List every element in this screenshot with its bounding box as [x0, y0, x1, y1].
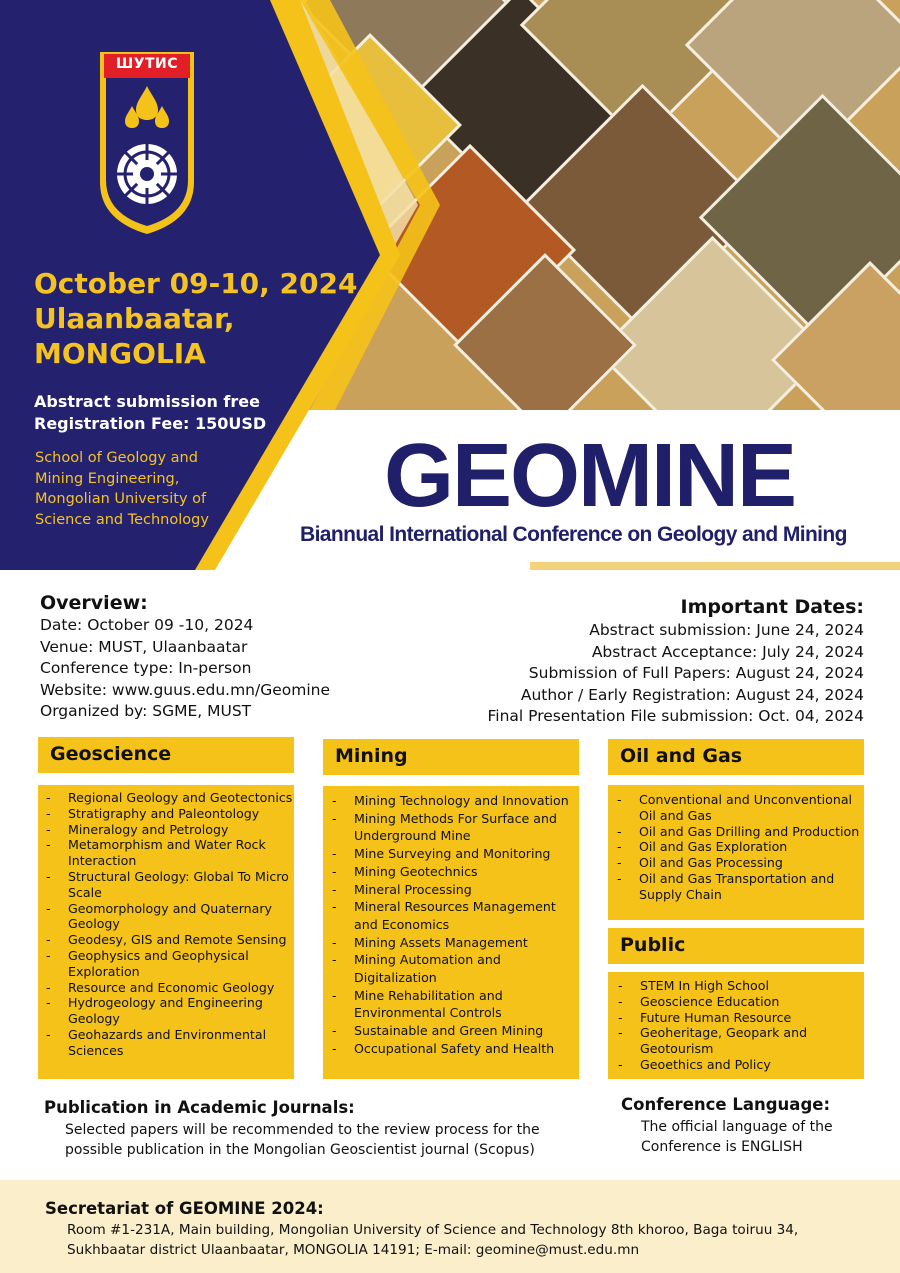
topic-item: - Mining Technology and Innovation [354, 792, 579, 810]
topic-item: - Hydrogeology and Engineering Geology [68, 995, 294, 1027]
topic-item: - Geohazards and Environmental Sciences [68, 1027, 294, 1059]
topic-item: - Geoheritage, Geopark and Geotourism [640, 1025, 864, 1057]
overview-item: Organized by: SGME, MUST [40, 702, 252, 720]
overview-item: Venue: MUST, Ulaanbaatar [40, 637, 248, 656]
topic-item: - Geomorphology and Quaternary Geology [68, 901, 294, 933]
date-item: Abstract Acceptance: July 24, 2024 [591, 642, 864, 661]
event-date: October 09-10, 2024 [34, 267, 358, 300]
overview-heading: Overview: [40, 592, 148, 614]
topic-item: - Oil and Gas Processing [639, 855, 864, 871]
topic-item: - Geoethics and Policy [640, 1057, 864, 1073]
topic-item: - STEM In High School [640, 978, 864, 994]
mining-topics [323, 786, 579, 1079]
geoscience-heading: Geoscience [38, 737, 294, 773]
topic-item: - Mining Methods For Surface and Underground Mine [354, 810, 579, 845]
topic-item: - Mineral Processing [354, 881, 579, 899]
topic-item: - Mineralogy and Petrology [68, 822, 294, 838]
oil-gas-heading: Oil and Gas [608, 739, 864, 775]
registration-fee: Registration Fee: 150USD [34, 414, 267, 433]
organizer-school: School of Geology and Mining Engineering, Mongolian University of Science and Technology [35, 450, 209, 529]
dates-heading: Important Dates: [680, 596, 864, 618]
overview-item: Website: www.guus.edu.mn/Geomine [40, 680, 331, 699]
oil-gas-topics [608, 785, 864, 920]
topic-item: - Mining Automation and Digitalization [354, 951, 579, 986]
date-item: Submission of Full Papers: August 24, 2024 [528, 664, 864, 682]
language-heading: Conference Language: [621, 1095, 831, 1114]
date-item: Final Presentation File submission: Oct. 04, 2024 [487, 707, 864, 725]
topic-item: - Occupational Safety and Health [354, 1040, 579, 1058]
overview-list [40, 615, 330, 723]
topic-item: - Mine Rehabilitation and Environmental Controls [354, 987, 579, 1022]
topic-item: - Metamorphism and Water Rock Interaction [68, 837, 294, 869]
topic-item: - Geoscience Education [640, 994, 864, 1010]
university-logo [98, 50, 196, 236]
publication-text: Selected papers will be recommended to the review process for the possible publication in the Mongolian Geoscientist journal (Scopus) [65, 1122, 540, 1158]
mining-heading: Mining [323, 739, 579, 775]
secretariat-address: Room #1-231A, Main building, Mongolian University of Science and Technology 8th khoroo, Baga toiruu 34, Sukhbaatar district Ulaanbaatar, MONGOLIA 14191; E-mail: geomine@must.edu.mn [67, 1222, 799, 1258]
topic-item: - Mine Surveying and Monitoring [354, 845, 579, 863]
public-heading: Public [608, 928, 864, 964]
conference-title: GEOMINE [384, 426, 796, 526]
public-topics [608, 972, 864, 1079]
topic-item: - Oil and Gas Drilling and Production [639, 824, 864, 840]
topic-item: - Future Human Resource [640, 1010, 864, 1026]
secretariat-heading: Secretariat of GEOMINE 2024: [45, 1199, 324, 1218]
topic-item: - Sustainable and Green Mining [354, 1022, 579, 1040]
topic-item: - Oil and Gas Exploration [639, 839, 864, 855]
topic-item: - Resource and Economic Geology [68, 980, 294, 996]
topic-item: - Geophysics and Geophysical Exploration [68, 948, 294, 980]
topic-item: - Regional Geology and Geotectonics [68, 790, 294, 806]
abstract-fee: Abstract submission free [34, 392, 260, 411]
publication-heading: Publication in Academic Journals: [44, 1098, 355, 1117]
topic-item: - Stratigraphy and Paleontology [68, 806, 294, 822]
geoscience-topics [38, 785, 294, 1079]
topic-item: - Mineral Resources Management and Economics [354, 898, 579, 933]
date-item: Abstract submission: June 24, 2024 [589, 621, 864, 639]
event-city: Ulaanbaatar, [34, 302, 235, 335]
overview-item: Conference type: In-person [40, 659, 252, 677]
logo-text: ШУТИС [115, 56, 179, 72]
overview-item: Date: October 09 -10, 2024 [40, 616, 254, 634]
dates-list [487, 620, 864, 728]
topic-item: - Mining Assets Management [354, 934, 579, 952]
date-item: Author / Early Registration: August 24, 2024 [520, 685, 864, 704]
topic-item: - Conventional and Unconventional Oil and Gas [639, 792, 864, 824]
topic-item: - Structural Geology: Global To Micro Scale [68, 869, 294, 901]
topic-item: - Mining Geotechnics [354, 863, 579, 881]
topic-item: - Oil and Gas Transportation and Supply Chain [639, 871, 864, 903]
conference-subtitle: Biannual International Conference on Geology and Mining [300, 523, 847, 546]
language-text: The official language of the Conference is ENGLISH [641, 1119, 833, 1155]
topic-item: - Geodesy, GIS and Remote Sensing [68, 932, 294, 948]
title-underline [530, 562, 900, 570]
event-country: MONGOLIA [34, 337, 206, 370]
